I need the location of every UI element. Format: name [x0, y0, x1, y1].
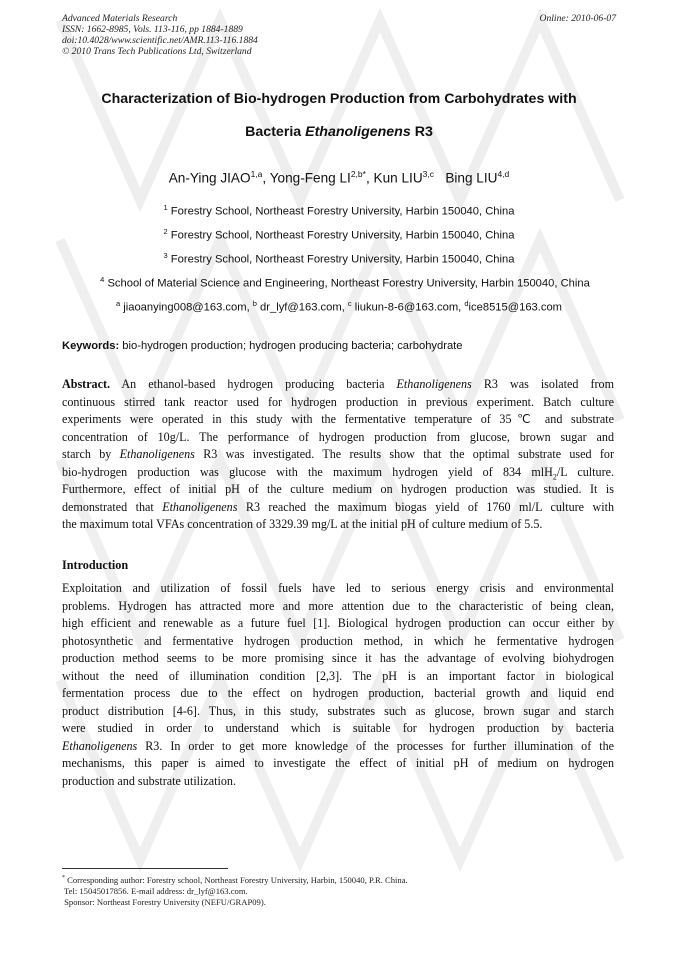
author-emails	[0, 299, 678, 314]
author-name: An-Ying JIAO	[168, 170, 251, 186]
affiliation-number: 1	[163, 203, 168, 212]
intro-line: mechanisms, this paper is aimed to investigate the effect of initial pH of medium on hydrogen	[62, 756, 614, 770]
footnote-line: Tel: 15045017856. E-mail address: dr_lyf@163.com.	[62, 885, 248, 896]
affiliation-1	[0, 203, 678, 218]
intro-line: problems. Hydrogen has attracted more and more attention due to the characteristic of being clean,	[62, 598, 614, 613]
intro-line: Exploitation and utilization of fossil fuels have led to serious energy crisis and environmental	[62, 581, 614, 595]
abstract-line: the maximum total VFAs concentration of 3329.39 mg/L at the initial pH of culture medium of 5.5.	[62, 517, 543, 531]
species-name: Ethanoligenens	[62, 738, 138, 753]
text-run: R3 was isolated from	[471, 377, 614, 391]
author-sup: 1,a	[250, 169, 263, 179]
text-run: An ethanol-based hydrogen producing bacteria	[110, 377, 397, 391]
species-name: Ethanoligenens	[162, 499, 238, 514]
text-run: bio-hydrogen production was glucose with the maximum hydrogen yield of 834 mlH	[62, 464, 553, 479]
author-sep: ,	[365, 170, 374, 186]
text-run: R3. In order to get more knowledge of the processes for further illumination of the	[137, 738, 614, 753]
title-species: Ethanoligenens	[305, 124, 411, 140]
abstract-line	[62, 464, 614, 482]
species-name: Ethanoligenens	[119, 447, 195, 461]
text-run: /L culture.	[556, 464, 614, 479]
text-run: R3 reached the maximum biogas yield of 1760 ml/L culture with	[237, 499, 614, 514]
footnote-line	[62, 873, 408, 886]
text-run: R3 was investigated. The results show that the optimal substrate used for	[194, 447, 614, 461]
intro-line: product distribution [4-6]. Thus, in this study, substrates such as glucose, brown sugar and starch	[62, 703, 614, 718]
email-sup: c	[347, 299, 352, 308]
title-text: Bacteria	[245, 124, 306, 140]
intro-line: without the need of illumination condition [2,3]. The pH is an important factor in biological	[62, 668, 614, 683]
journal-name: Advanced Materials Research	[62, 13, 178, 24]
online-date: Online: 2010-06-07	[539, 13, 616, 24]
intro-line: were studied in order to understand which is suitable for hydrogen production by bacteria	[62, 721, 614, 735]
intro-line: photosynthetic and fermentative hydrogen production method, in which he fermentative hydrogen	[62, 633, 614, 648]
intro-line: production method seems to be more promising since it has the advantage of evolving biohydrogen	[62, 651, 614, 665]
abstract-line: concentration of 10g/L. The performance of hydrogen production from glucose, brown sugar and	[62, 429, 614, 444]
email-sup: b	[252, 299, 257, 308]
text-run: Corresponding author: Forestry school, Northeast Forestry University, Harbin, 150040, P.R. China.	[65, 874, 408, 885]
keywords-label: Keywords:	[62, 340, 120, 352]
paper-title-line-2	[40, 124, 638, 140]
affiliation-2	[0, 227, 678, 242]
author-sup: 4,d	[497, 169, 510, 179]
footnote-line: Sponsor: Northeast Forestry University (NEFU/GRAP09).	[62, 896, 266, 907]
introduction-paragraph	[62, 580, 614, 790]
journal-header	[62, 13, 258, 57]
email-address[interactable]: liukun-8-6@163.com,	[351, 301, 465, 314]
introduction-heading: Introduction	[62, 558, 129, 572]
footnote-mark: *	[62, 875, 65, 881]
abstract-line: continuous stirred tank reactor used for hydrogen production in previous experiment. Batch culture	[62, 394, 614, 409]
affiliation-text: Forestry School, Northeast Forestry University, Harbin 150040, China	[167, 229, 515, 242]
affiliation-text: School of Material Science and Engineering, Northeast Forestry University, Harbin 150040, China	[104, 277, 590, 290]
author-sup: 2,b*	[350, 169, 366, 179]
affiliation-number: 2	[163, 227, 168, 236]
species-name: Ethanoligenens	[396, 377, 472, 391]
text-run: starch by	[62, 447, 120, 461]
author-list	[0, 169, 678, 186]
abstract-line	[62, 499, 614, 517]
affiliation-3	[0, 251, 678, 266]
affiliation-text: Forestry School, Northeast Forestry University, Harbin 150040, China	[167, 205, 515, 218]
abstract-paragraph	[62, 376, 614, 534]
doi-line: doi:10.4028/www.scientific.net/AMR.113-116.1884	[62, 35, 258, 46]
abstract-line	[62, 376, 614, 394]
author-name: Bing LIU	[445, 170, 498, 186]
email-address[interactable]: jiaoanying008@163.com,	[120, 301, 253, 314]
abstract-line: Furthermore, effect of initial pH of the culture medium on hydrogen production was studied. It is	[62, 482, 614, 496]
abstract-label: Abstract.	[62, 377, 111, 391]
email-address[interactable]: dr_lyf@163.com,	[256, 301, 348, 314]
keywords-text: bio-hydrogen production; hydrogen producing bacteria; carbohydrate	[119, 340, 463, 352]
intro-line: fermentation process due to the effect on hydrogen production, bacterial growth and liquid end	[62, 686, 614, 700]
paper-title-line-1: Characterization of Bio-hydrogen Production from Carbohydrates with	[101, 91, 577, 107]
copyright-line: © 2010 Trans Tech Publications Ltd, Switzerland	[62, 46, 252, 57]
email-sup: a	[115, 299, 121, 308]
author-name: Kun LIU	[373, 170, 423, 186]
author-sup: 3,c	[422, 169, 434, 179]
affiliation-4	[6, 275, 678, 290]
email-sup: d	[464, 299, 469, 308]
footnote-rule	[62, 868, 228, 869]
affiliation-text: Forestry School, Northeast Forestry University, Harbin 150040, China	[167, 253, 515, 266]
subscript: 2	[552, 471, 557, 481]
author-sep: ,	[262, 170, 270, 186]
affiliation-number: 3	[163, 251, 168, 260]
keywords-line	[62, 340, 463, 352]
issn-line: ISSN: 1662-8985, Vols. 113-116, pp 1884-1889	[62, 24, 243, 35]
intro-line: high efficient and renewable as a future fuel [1]. Biological hydrogen production can occur either by	[62, 616, 614, 630]
author-sep	[434, 171, 445, 186]
text-run: demonstrated that	[62, 499, 163, 514]
intro-line	[62, 738, 614, 756]
author-name: Yong-Feng LI	[269, 170, 351, 186]
title-strain: R3	[410, 124, 433, 140]
intro-line: production and substrate utilization.	[62, 773, 236, 788]
abstract-line: experiments were operated in this study with the fermentative temperature of 35℃ and substrate	[62, 412, 614, 426]
abstract-line	[62, 446, 614, 464]
email-address[interactable]: ice8515@163.com	[468, 301, 563, 314]
affiliation-number: 4	[100, 275, 105, 284]
footnote-block	[62, 873, 408, 908]
